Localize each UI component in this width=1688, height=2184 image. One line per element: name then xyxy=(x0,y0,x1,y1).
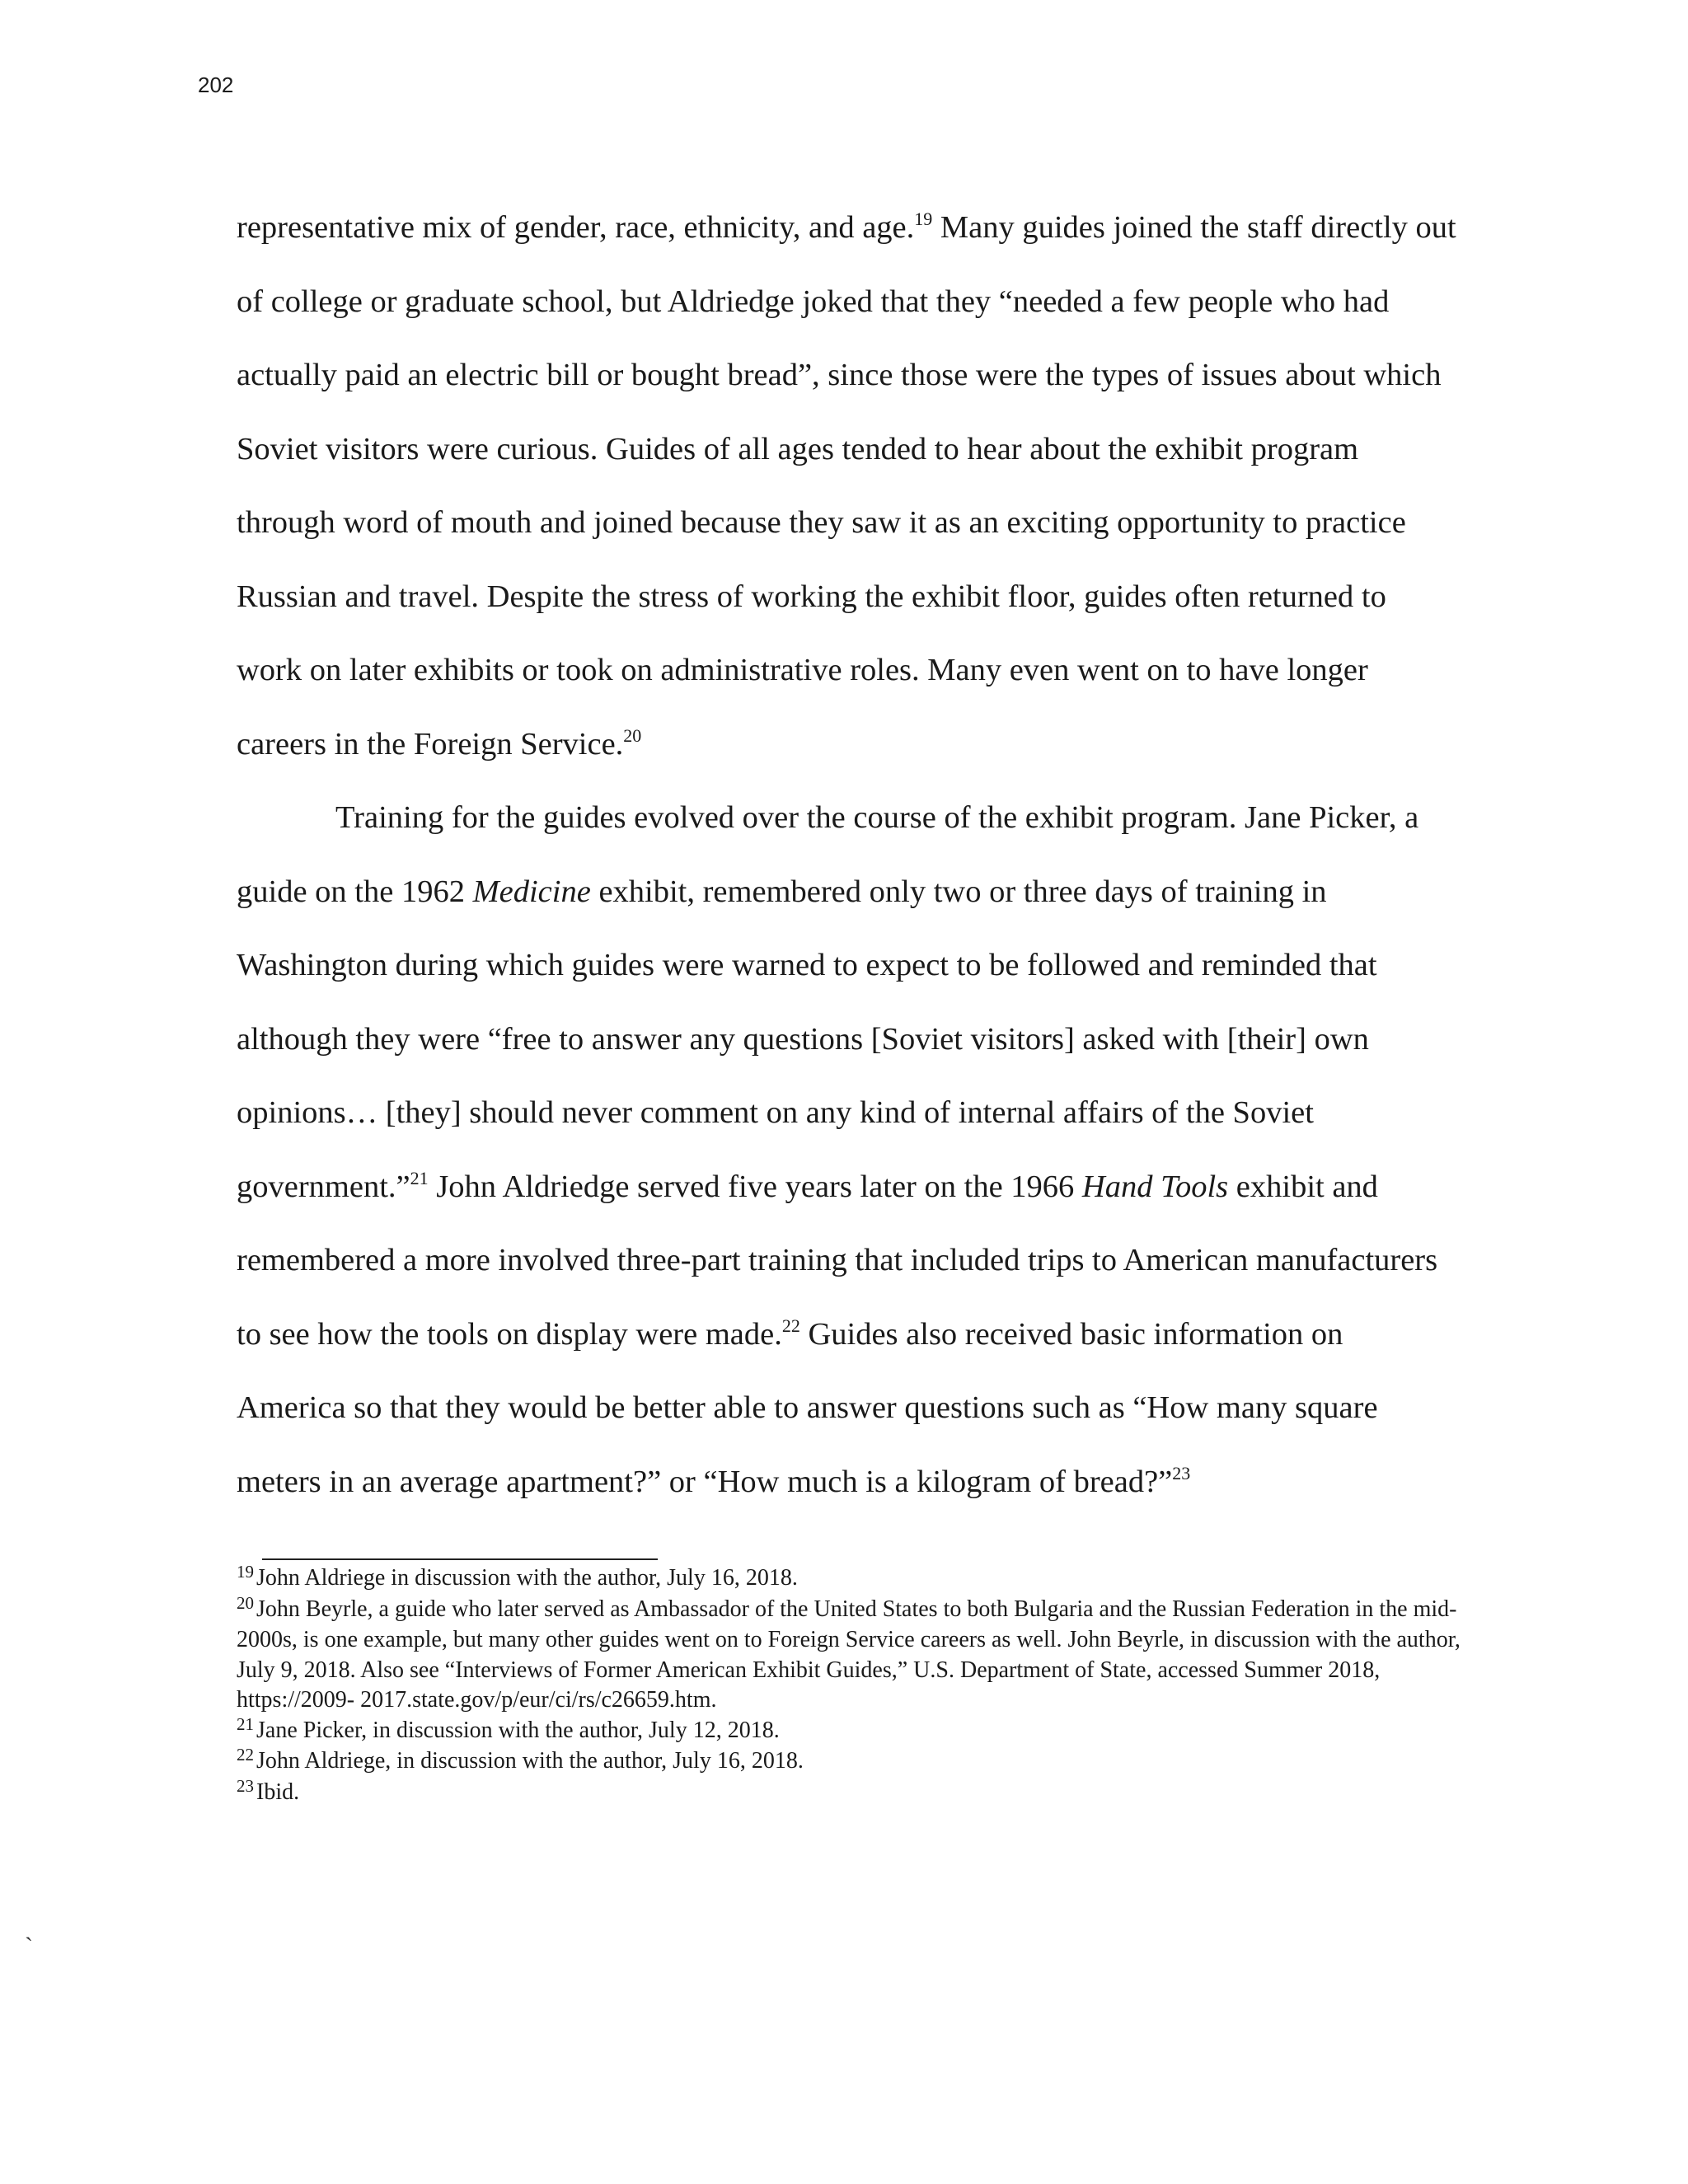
footnote-number: 20 xyxy=(237,1592,254,1613)
footnote-ref: 20 xyxy=(623,724,642,746)
footnote-text: John Beyrle, a guide who later served as Ambassador of the United States to both Bulgaria and the Russian Federation in the mid-2000s, is one example, but many other guides went on to Foreign Service careers as well. John Beyrle, in discussion with the author, July 9, 2018. Also see “Interviews of Former American Exhibit Guides,” U.S. Department of State, accessed Summer 2018, https://2009- 2017.state.gov/p/eur/ci/rs/c26659.htm. xyxy=(237,1596,1461,1713)
footnote-text: Jane Picker, in discussion with the author, July 12, 2018. xyxy=(256,1717,780,1743)
body-text xyxy=(237,191,1456,1519)
footnotes xyxy=(237,1563,1473,1808)
page-number: 202 xyxy=(198,73,234,97)
exhibit-title: Hand Tools xyxy=(1081,1169,1229,1204)
footnote-number: 22 xyxy=(237,1745,254,1765)
text-segment: John Aldriedge served five years later on the 1966 xyxy=(428,1169,1082,1204)
footnote-ref: 21 xyxy=(410,1167,429,1188)
footnote-number: 19 xyxy=(237,1562,254,1582)
text-segment: Guides also received basic information on America so that they would be better able to answer questions such as “How many square meters in an average apartment?” or “How much is a kilogram of bread?” xyxy=(237,1316,1378,1499)
footnote xyxy=(237,1563,1473,1595)
text-segment: exhibit, remembered only two or three days of training in Washington during which guides were warned to expect to be followed and reminded that although they were “free to answer any questions [Soviet visitors] asked with [their] own opinions… [they] should never comment on any kind of internal affairs of the Soviet government.” xyxy=(237,874,1377,1204)
exhibit-title: Medicine xyxy=(472,874,591,909)
footnote xyxy=(237,1775,1473,1809)
footnote-ref: 23 xyxy=(1172,1462,1191,1483)
paragraph xyxy=(237,781,1456,1519)
text-segment: representative mix of gender, race, ethnicity, and age. xyxy=(237,210,915,245)
footnote-ref: 19 xyxy=(914,209,933,229)
footnote-ref: 22 xyxy=(781,1315,800,1336)
footnote-text: Ibid. xyxy=(256,1779,300,1805)
footnote-number: 23 xyxy=(237,1775,254,1796)
footnote xyxy=(237,1713,1473,1747)
footnote xyxy=(237,1746,1473,1778)
text-segment: exhibit and remembered a more involved three-part training that included trips to American manufacturers to see how the tools on display were made. xyxy=(237,1169,1438,1352)
text-segment: Training for the guides evolved over the course of the exhibit program. Jane Picker, a guide on the 1962 xyxy=(237,800,1419,909)
footnote-text: John Aldriege, in discussion with the author, July 16, 2018. xyxy=(256,1748,804,1774)
footnote-number: 21 xyxy=(237,1713,254,1734)
footnote-separator xyxy=(262,1558,658,1560)
paragraph xyxy=(237,191,1456,781)
footnote-text: John Aldriege in discussion with the author, July 16, 2018. xyxy=(256,1565,798,1591)
stray-mark: ` xyxy=(25,1933,33,1960)
text-segment: Many guides joined the staff directly out of college or graduate school, but Aldriedge joked that they “needed a few people who had actually paid an electric bill or bought bread”, since those were the types of issues about which Soviet visitors were curious. Guides of all ages tended to hear about the exhibit program through word of mouth and joined because they saw it as an exciting opportunity to practice Russian and travel. Despite the stress of working the exhibit floor, guides often returned to work on later exhibits or took on administrative roles. Many even went on to have longer careers in the Foreign Service. xyxy=(237,210,1456,762)
footnote xyxy=(237,1592,1473,1716)
